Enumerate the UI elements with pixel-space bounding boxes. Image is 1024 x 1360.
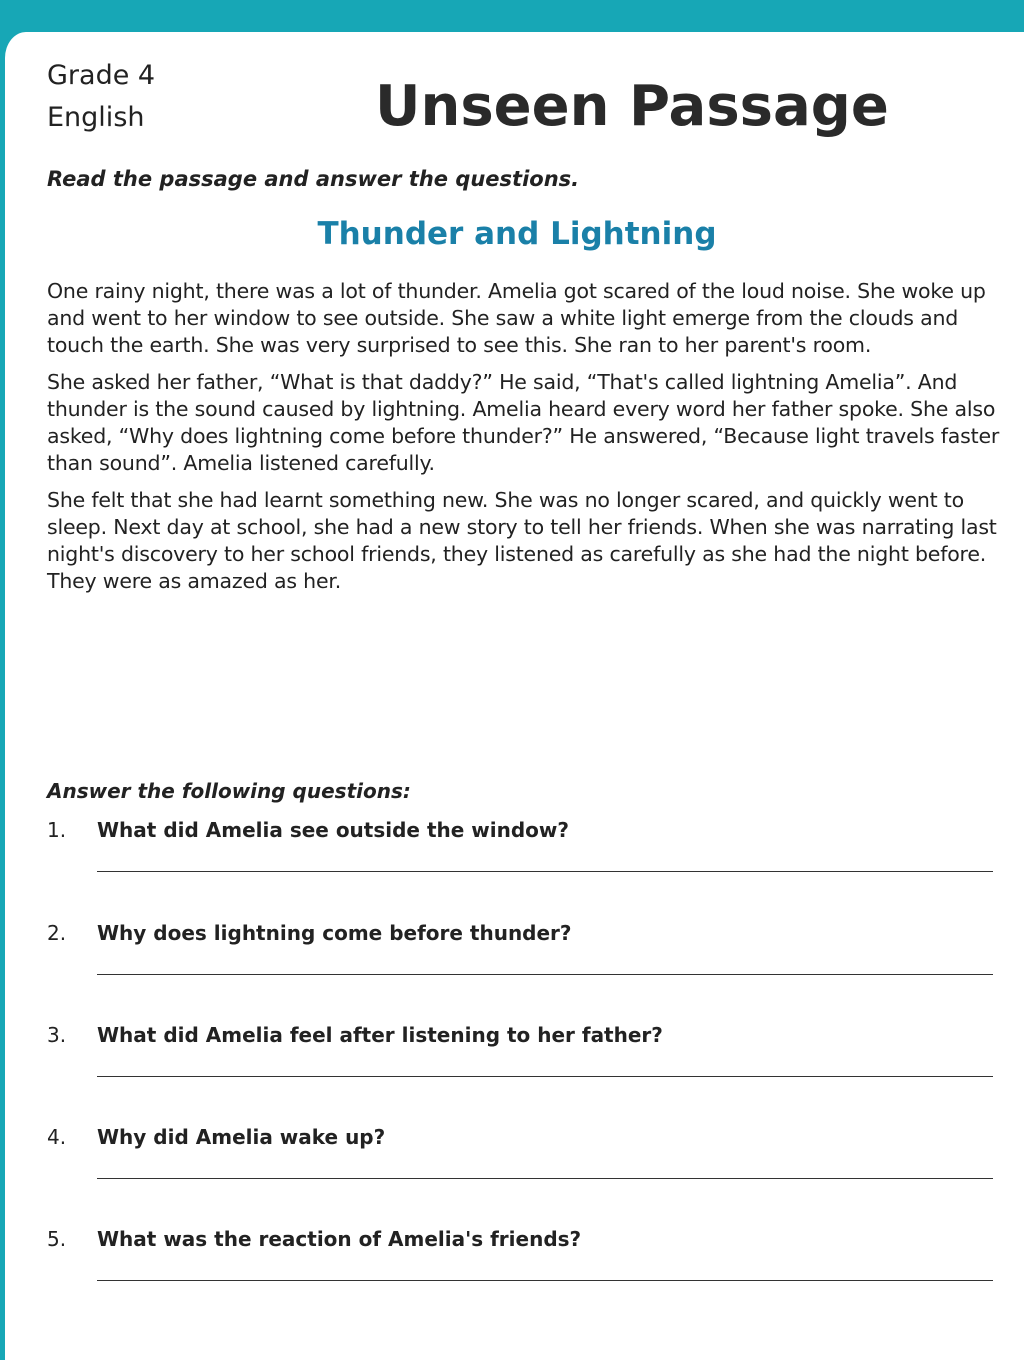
story-title: Thunder and Lightning — [317, 216, 717, 252]
answer-line-1[interactable] — [97, 871, 993, 872]
question-5 — [47, 1223, 997, 1323]
instruction-text: Read the passage and answer the questions. — [47, 167, 580, 191]
question-1 — [47, 814, 997, 914]
question-number: 2. — [47, 921, 67, 945]
question-3 — [47, 1019, 997, 1119]
question-number: 4. — [47, 1125, 67, 1149]
question-text: Why did Amelia wake up? — [97, 1125, 386, 1149]
question-4 — [47, 1121, 997, 1221]
question-number: 3. — [47, 1023, 67, 1047]
grade-label: Grade 4 — [47, 60, 156, 91]
question-text: What did Amelia feel after listening to her father? — [97, 1023, 663, 1047]
answer-line-2[interactable] — [97, 974, 993, 975]
question-text: What was the reaction of Amelia's friends? — [97, 1227, 582, 1251]
subject-label: English — [47, 102, 145, 133]
answer-line-5[interactable] — [97, 1280, 993, 1281]
questions-heading: Answer the following questions: — [47, 779, 411, 803]
passage-paragraph-3: She felt that she had learnt something new. She was no longer scared, and quickly went to sleep. Next day at school, she had a new story to tell her friends. When she was narrating last night's discovery to her school friends, they listened as carefully as she had the night before. They were as amazed as her. — [47, 488, 997, 593]
question-2 — [47, 917, 997, 1017]
answer-line-4[interactable] — [97, 1178, 993, 1179]
passage — [47, 278, 1007, 605]
answer-line-3[interactable] — [97, 1076, 993, 1077]
passage-paragraph-1: One rainy night, there was a lot of thunder. Amelia got scared of the loud noise. She woke up and went to her window to see outside. She saw a white light emerge from the clouds and touch the earth. She was very surprised to see this. She ran to her parent's room. — [47, 279, 986, 357]
question-text: Why does lightning come before thunder? — [97, 921, 572, 945]
question-number: 5. — [47, 1227, 67, 1251]
worksheet-page — [0, 32, 1024, 1360]
page-title: Unseen Passage — [375, 74, 889, 139]
question-text: What did Amelia see outside the window? — [97, 818, 569, 842]
passage-paragraph-2: She asked her father, “What is that daddy?” He said, “That's called lightning Amelia”. And thunder is the sound caused by lightning. Amelia heard every word her father spoke. She also asked, “Why does lightning come before thunder?” He answered, “Because light travels faster than sound”. Amelia listened carefully. — [47, 370, 1000, 475]
question-number: 1. — [47, 818, 67, 842]
